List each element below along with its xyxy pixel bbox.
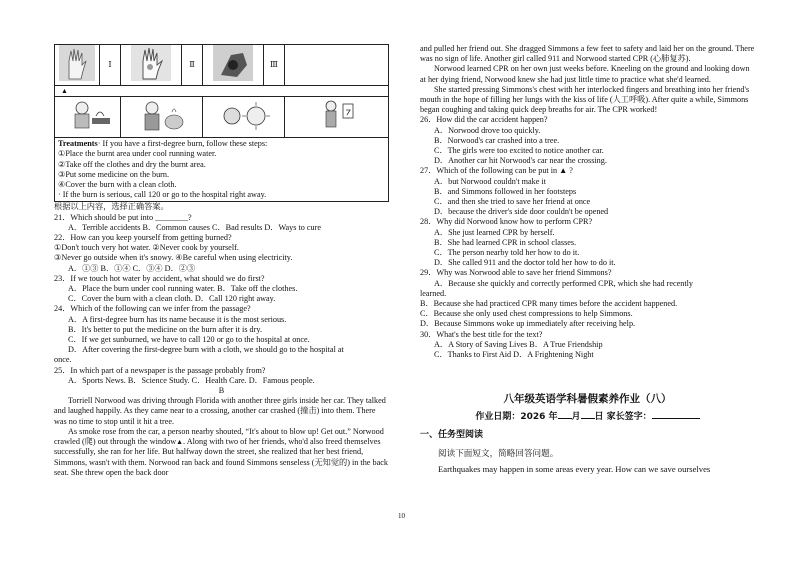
question-line: 26．How did the car accident happen? xyxy=(420,115,548,125)
homework-date-line: 作业日期：2026 年 月 日 家长签字： xyxy=(420,411,755,422)
question-line: C．If we get sunburned, we have to call 120 or go to the hospital at once. xyxy=(68,335,310,345)
page-number: 10 xyxy=(398,512,405,520)
hand-image-1 xyxy=(59,45,95,81)
question-line: ③Never go outside when it's snowy. ④Be careful when using electricity. xyxy=(54,253,293,263)
parent-signature-blank[interactable] xyxy=(652,411,700,419)
question-line: B．and Simmons followed in her footsteps xyxy=(434,186,577,196)
question-line: D．because the driver's side door couldn't be opened xyxy=(434,207,609,217)
question-line: A．Norwood drove too quickly. xyxy=(434,125,541,135)
figure-label-1: Ⅰ xyxy=(108,59,112,69)
instruction: 阅读下面短文，简略回答问题。 xyxy=(438,447,559,458)
question-line: 25．In which part of a newspaper is the passage probably from? xyxy=(54,365,266,375)
section-heading: 一、任务型阅读 xyxy=(420,429,484,440)
hand-image-2 xyxy=(131,45,171,81)
question-line: 27．Which of the following can be put in ▲ ? xyxy=(420,166,573,176)
question-line: B．Because she had practiced CPR many times before the accident happened. xyxy=(420,299,678,309)
question-line: 23．If we touch hot water by accident, what should we do first? xyxy=(54,273,265,283)
question-line: 24．Which of the following can we infer from the passage? xyxy=(54,304,251,314)
figure-cell xyxy=(55,97,121,138)
question-line: B．She had learned CPR in school classes. xyxy=(434,237,577,247)
burn-figure-table xyxy=(54,44,389,138)
treatment-step: ④Cover the burn with a clean cloth. xyxy=(58,180,177,190)
treatment-step: ②Take off the clothes and dry the burnt area. xyxy=(58,159,206,169)
question-line: D．Another car hit Norwood's car near the crossing. xyxy=(434,156,607,166)
story-paragraph: and pulled her friend out. She dragged Simmons a few feet to safety and laid her on the ground. There was no sign of life. Another girl called 911 and Norwood started CPR (心肺复苏). xyxy=(420,44,755,64)
treatment-step: ①Place the burnt area under cool running water. xyxy=(58,149,217,159)
question-line: C．Thanks to First Aid D．A Frightening Night xyxy=(434,350,594,360)
figure-cell xyxy=(203,45,264,86)
figure-cell xyxy=(121,97,203,138)
story-paragraph-2: As smoke rose from the car, a person nearby shouted, “It's about to blow up! Get out.” Norwood crawled (爬) out through the window▲. Along with two of her friends, who'd also freed themselves successfully, she ran for her life. But halfway down the street, she realized that her best friend, Simmons, wasn't with them. Norwood ran back and found Simmons senseless (无知觉的) in the back seat. She threw open the back door xyxy=(54,426,388,477)
treatments-head: Treatments xyxy=(58,139,98,149)
question-line: A．but Norwood couldn't make it xyxy=(434,176,546,186)
question-line: A．Place the burn under cool running water. B．Take off the clothes. xyxy=(68,284,298,294)
question-line: once. xyxy=(54,355,72,365)
story-continued xyxy=(420,44,755,115)
figure-cell-empty xyxy=(285,45,389,86)
cooking-boy-image xyxy=(58,98,118,134)
story-paragraph: Norwood learned CPR on her own just weeks before. Kneeling on the ground and looking down at her dying friend, Norwood knew she had just little time to practice what she'd learned. xyxy=(420,64,750,84)
treatment-step: · If the burn is serious, call 120 or go to the hospital right away. xyxy=(58,190,267,200)
month-blank[interactable] xyxy=(558,411,572,419)
figure-cell xyxy=(285,97,389,138)
treatment-step: ③Put some medicine on the burn. xyxy=(58,169,170,179)
treatments-box xyxy=(54,138,389,202)
sun-face-image xyxy=(214,98,274,134)
questions-21-25 xyxy=(54,202,389,396)
question-line: A．A Story of Saving Lives B．A True Friendship xyxy=(434,339,603,349)
question-line: 28．Why did Norwood know how to perform CPR? xyxy=(420,217,593,227)
question-line: C．Cover the burn with a clean cloth. D．Call 120 right away. xyxy=(68,294,276,304)
question-line: 21．Which should be put into ________? xyxy=(54,212,192,222)
passage-first-line: Earthquakes may happen in some areas every year. How can we save ourselves xyxy=(438,464,711,475)
figure-label-3: Ⅲ xyxy=(270,59,278,69)
figure-label-2: Ⅱ xyxy=(189,59,195,69)
question-line: C．The girls were too excited to notice another car. xyxy=(434,146,604,156)
question-line: B xyxy=(218,386,225,396)
question-line: A．A first-degree burn has its name because it is the most serious. xyxy=(68,314,287,324)
blank-row xyxy=(55,86,389,97)
treatments-intro: Treatments· If you have a first-degree burn, follow these steps: xyxy=(58,139,268,149)
question-line: 根据以上内容，选择正确答案。 xyxy=(54,202,169,212)
question-line: 22．How can you keep yourself from getting burned? xyxy=(54,233,232,243)
hand-image-3 xyxy=(213,45,253,81)
right-column xyxy=(420,44,755,474)
question-line: ①Don't touch very hot water. ②Never cook by yourself. xyxy=(54,243,239,253)
question-line: A．Terrible accidents B．Common causes C．Bad results D．Ways to cure xyxy=(68,222,321,232)
figure-cell xyxy=(55,45,100,86)
questions-26-30 xyxy=(420,115,755,360)
question-line: A．She just learned CPR by herself. xyxy=(434,227,555,237)
blank-triangle-icon: ▲ xyxy=(61,87,68,95)
homework-title: 八年级英语学科暑假素养作业（八） xyxy=(503,393,672,406)
figure-label-cell xyxy=(182,45,203,86)
blank-triangle-icon: ▲ xyxy=(176,438,184,447)
question-line: B．Norwood's car crashed into a tree. xyxy=(434,135,560,145)
question-line: learned. xyxy=(420,288,447,298)
question-line: A．Because she quickly and correctly performed CPR, which she had recently xyxy=(434,278,693,288)
figure-label-cell xyxy=(264,45,285,86)
question-line: D．After covering the first-degree burn with a cloth, we should go to the hospital at xyxy=(68,345,344,355)
figure-cell xyxy=(121,45,182,86)
figure-label-cell xyxy=(100,45,121,86)
electric-outlet-image xyxy=(317,98,357,134)
question-line: C．Because she only used chest compressions to help Simmons. xyxy=(420,309,633,319)
question-line: B．It's better to put the medicine on the burn after it is dry. xyxy=(68,324,262,334)
story-paragraph: She started pressing Simmons's chest with her interlocked fingers and breathing into her friend's mouth in the hope of filling her lungs with the kiss of life (人工呼吸). After quite a while, Simmons began coughing and taking quick deep breaths for air. The CPR worked! xyxy=(420,84,750,115)
story-paragraph-1: Torriell Norwood was driving through Florida with another three girls inside her car. They talked and laughed happily. As they came near to a crossing, another car crashed (撞击) into them. There was no time to stop until it hit a tree. xyxy=(54,396,386,426)
figure-cell xyxy=(203,97,285,138)
question-line: 30．What's the best title for the text? xyxy=(420,329,543,339)
question-line: D．Because Simmons woke up immediately after receiving help. xyxy=(420,319,636,329)
question-line: A．Sports News. B．Science Study. C．Health Care. D．Famous people. xyxy=(68,375,315,385)
question-line: C．and then she tried to save her friend at once xyxy=(434,197,591,207)
question-line: D．She called 911 and the doctor told her how to do it. xyxy=(434,258,616,268)
boy-with-kettle-image xyxy=(132,98,192,134)
question-line: C．The person nearby told her how to do it. xyxy=(434,248,580,258)
left-column xyxy=(54,44,389,478)
question-line: 29．Why was Norwood able to save her friend Simmons? xyxy=(420,268,612,278)
day-blank[interactable] xyxy=(581,411,595,419)
question-line: A．①③ B．①④ C．③④ D．②③ xyxy=(68,263,196,273)
